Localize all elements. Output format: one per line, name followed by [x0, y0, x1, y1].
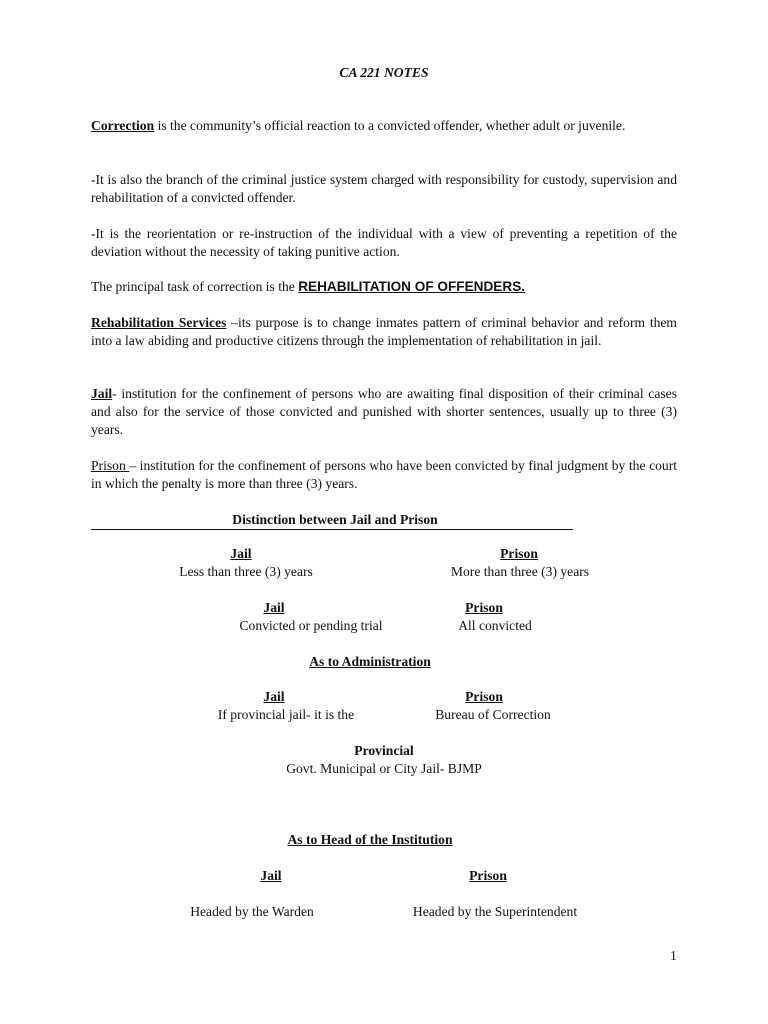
head-jail-value: Headed by the Warden	[190, 904, 314, 919]
paragraph-text: - institution for the confinement of persons who are awaiting final disposition of their criminal cases and also for the service of those convicted and punished with shorter sentences, usually up to three (3) years.	[91, 386, 677, 437]
distinction-heading	[91, 511, 573, 530]
paragraph-correction	[91, 117, 677, 135]
administration-prison-label: Prison	[465, 689, 503, 704]
administration-jail-value: If provincial jail- it is the	[217, 707, 355, 722]
paragraph-reorientation: -It is the reorientation or re-instruction of the individual with a view of preventing a repetition of the deviation without the necessity of taking punitive action.	[91, 226, 677, 259]
head-prison-value: Headed by the Superintendent	[412, 904, 578, 919]
term-rehabilitation-services: Rehabilitation Services	[91, 315, 227, 330]
distinction-heading-text: Distinction between Jail and Prison	[232, 512, 438, 527]
page-number: 1	[670, 948, 677, 963]
row1-jail-label: Jail	[230, 546, 252, 561]
emphasis-rehabilitation: REHABILITATION OF OFFENDERS.	[298, 279, 526, 294]
paragraph-rehabilitation-services	[91, 314, 677, 350]
term-prison: Prison	[91, 458, 130, 473]
paragraph-text: The principal task of correction is the	[91, 279, 299, 294]
row2-prison-value: All convicted	[458, 618, 532, 633]
paragraph-branch: -It is also the branch of the criminal justice system charged with responsibility for custody, supervision and rehabilitation of a convicted offender.	[91, 172, 677, 205]
paragraph-jail	[91, 385, 677, 439]
administration-jail-label: Jail	[263, 689, 285, 704]
term-correction: Correction	[91, 118, 155, 133]
provincial-value: Govt. Municipal or City Jail- BJMP	[286, 761, 482, 776]
paragraph-text: –its purpose is to change inmates pattern of criminal behavior and reform them into a law abiding and productive citizens through the implementation of rehabilitation in jail.	[91, 315, 678, 348]
paragraph-text: is the community’s official reaction to a convicted offender, whether adult or juvenile.	[154, 118, 626, 133]
paragraph-prison	[91, 457, 677, 493]
paragraph-text: – institution for the confinement of persons who have been convicted by final judgment by the court in which the penalty is more than three (3) years.	[91, 458, 677, 491]
row1-prison-label: Prison	[500, 546, 538, 561]
administration-prison-value: Bureau of Correction	[435, 707, 551, 722]
provincial-label: Provincial	[354, 743, 414, 758]
row2-prison-label: Prison	[465, 600, 503, 615]
row2-jail-value: Convicted or pending trial	[239, 618, 383, 633]
head-prison-label: Prison	[469, 868, 507, 883]
term-jail: Jail	[91, 386, 113, 401]
page-title: CA 221 NOTES	[339, 65, 429, 80]
row1-prison-value: More than three (3) years	[450, 564, 590, 579]
administration-heading: As to Administration	[309, 654, 431, 669]
row2-jail-label: Jail	[263, 600, 285, 615]
head-jail-label: Jail	[260, 868, 282, 883]
head-heading: As to Head of the Institution	[287, 832, 453, 847]
row1-jail-value: Less than three (3) years	[179, 564, 313, 579]
paragraph-principal-task	[91, 278, 677, 296]
